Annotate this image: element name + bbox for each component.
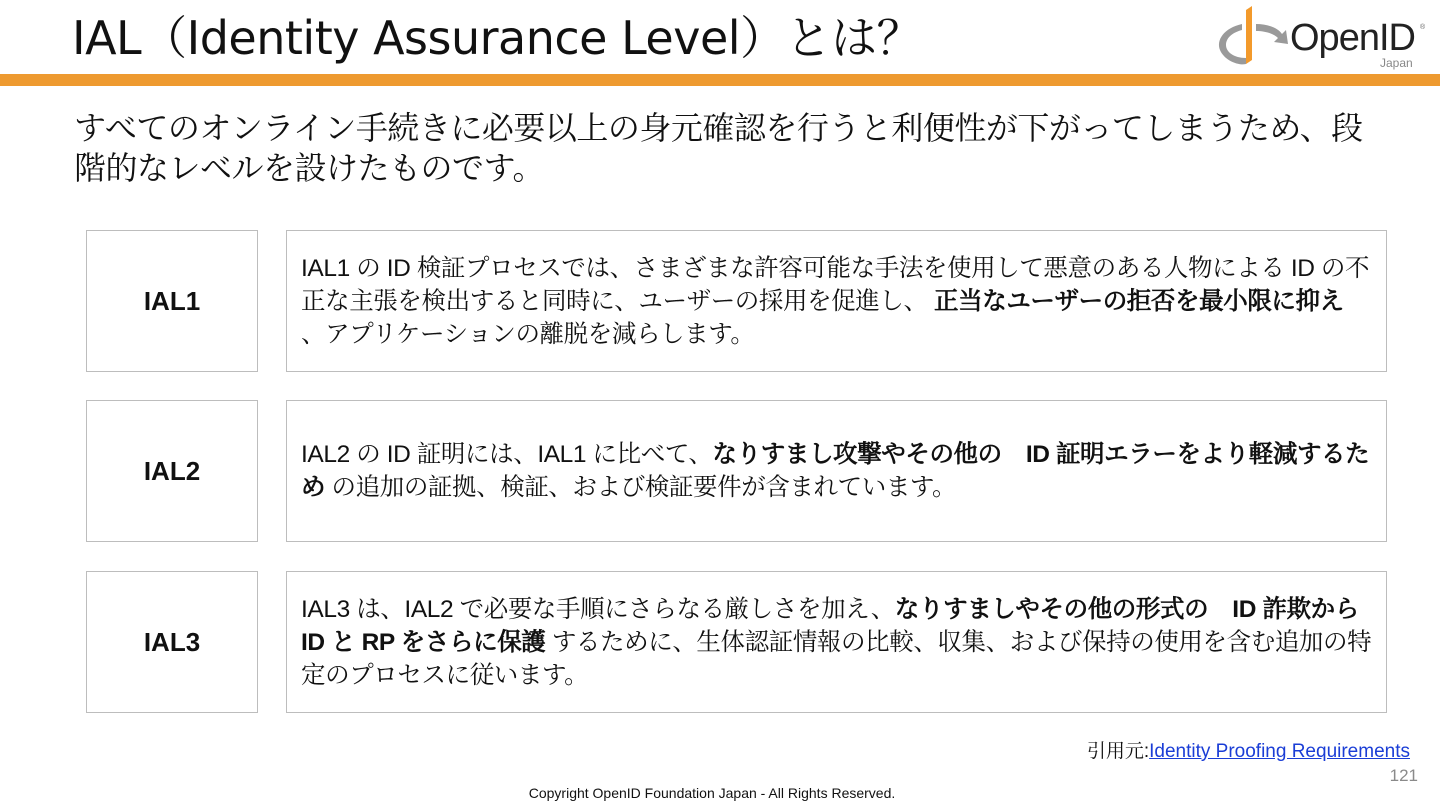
ial-description-box xyxy=(286,230,1387,372)
ial-label-box xyxy=(86,400,258,542)
desc-text: するために、生体認証情報の比較、収集、および保持の使用を含む追加の特定のプロセスに従います。 xyxy=(301,628,1372,689)
openid-swirl-icon xyxy=(1212,2,1292,72)
desc-text: IAL2 の ID 証明には、IAL1 に比べて、 xyxy=(301,441,713,468)
ial-description-box xyxy=(286,400,1387,542)
ial-description xyxy=(301,593,1372,692)
title-accent-bar xyxy=(0,74,1440,86)
logo-registered-mark: ® xyxy=(1420,24,1426,31)
ial-row xyxy=(86,571,1388,715)
desc-emphasis: 正当なユーザーの拒否を最小限に抑え xyxy=(927,287,1344,315)
ial-row xyxy=(86,230,1388,374)
desc-emphasis: なりすまし攻撃やその他の ID 証明エラーをより軽減するため xyxy=(301,441,1370,501)
ial-row xyxy=(86,400,1388,544)
ial-label: IAL1 xyxy=(143,285,201,316)
ial-description xyxy=(301,252,1372,351)
desc-text: IAL3 は、IAL2 で必要な手順にさらなる厳しさを加え、 xyxy=(301,595,895,623)
desc-text: 、アプリケーションの離脱を減らします。 xyxy=(301,320,755,348)
ial-label-box xyxy=(86,230,258,372)
source-prefix: 引用元: xyxy=(1086,741,1150,762)
openid-japan-logo xyxy=(1212,2,1432,72)
source-link[interactable]: Identity Proofing Requirements xyxy=(1149,741,1410,762)
slide-title: IAL（Identity Assurance Level）とは？ xyxy=(72,11,923,65)
copyright-footer xyxy=(0,785,1440,801)
ial-label-box xyxy=(86,571,258,713)
desc-text: の追加の証拠、検証、および検証要件が含まれています。 xyxy=(325,474,957,501)
ial-description-box xyxy=(286,571,1387,713)
logo-wordmark: OpenID xyxy=(1290,17,1415,59)
ial-label: IAL3 xyxy=(143,626,201,657)
ial-label: IAL2 xyxy=(143,455,201,486)
desc-text: IAL1 の ID 検証プロセスでは、さまざまな許容可能な手法を使用して悪意のある人物による ID の不正な主張を検出すると同時に、ユーザーの採用を促進し、 xyxy=(301,254,1370,315)
copyright-text: Copyright OpenID Foundation Japan - All Rights Reserved. xyxy=(528,785,896,801)
source-citation xyxy=(1087,736,1410,763)
intro-text: すべてのオンライン手続きに必要以上の身元確認を行うと利便性が下がってしまうため、段階的なレベルを設けたものです。 xyxy=(74,109,1363,187)
page-number: 121 xyxy=(1389,766,1418,785)
logo-sub: Japan xyxy=(1380,56,1413,70)
ial-description xyxy=(301,438,1372,504)
desc-emphasis: なりすましやその他の形式の ID 詐欺から ID と RP をさらに保護 xyxy=(301,595,1359,656)
